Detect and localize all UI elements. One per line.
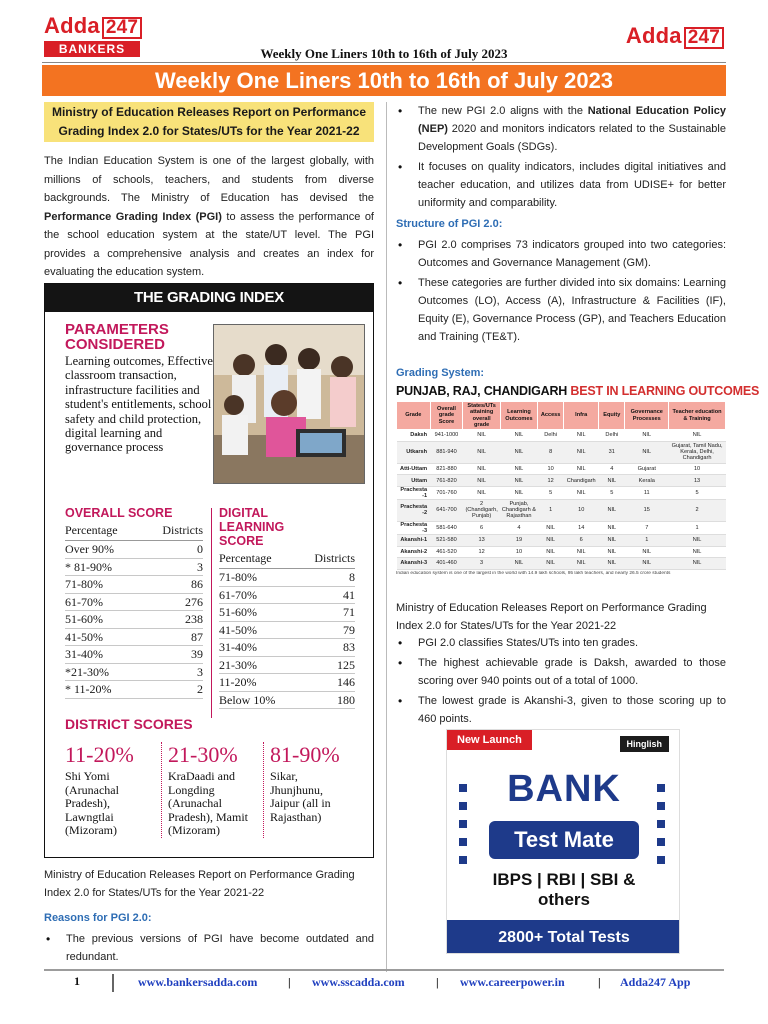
header-title: Weekly One Liners 10th to 16th of July 2023 xyxy=(260,46,508,61)
score-percentage: 11-20% xyxy=(219,675,257,689)
overall-score-header: Percentage Districts xyxy=(65,520,203,541)
table-cell: 10 xyxy=(564,499,599,521)
table-cell: 10 xyxy=(669,463,726,475)
adda247-logo xyxy=(626,24,724,49)
table-cell: 1 xyxy=(538,499,564,521)
table-cell: Punjab, Chandigarh & Rajasthan xyxy=(501,501,537,520)
table-cell: 31 xyxy=(599,441,625,463)
table-cell: NIL xyxy=(669,534,726,546)
table-cell: 881-940 xyxy=(430,441,463,463)
table-cell: 10 xyxy=(538,463,564,475)
district-names: KraDaadi and Longding (Arunachal Pradesh), Mamit (Mizoram) xyxy=(168,769,248,838)
table-cell: 4 xyxy=(599,463,625,475)
district-scores xyxy=(65,742,365,838)
district-column xyxy=(161,742,263,838)
table-cell: 12 xyxy=(463,546,501,558)
score-percentage: Over 90% xyxy=(65,542,114,556)
district-names: Sikar, Jhunjhunu, Jaipur (all in Rajasthan) xyxy=(270,769,331,824)
score-row xyxy=(219,587,355,605)
table-row xyxy=(397,463,726,475)
reasons-heading: Reasons for PGI 2.0: xyxy=(44,912,152,924)
table-cell: NIL xyxy=(463,486,501,499)
table-cell: NIL xyxy=(564,441,599,463)
table-cell: 821-880 xyxy=(430,463,463,475)
parameters-text: Learning outcomes, Effective classroom transaction, infrastructure facilities and student's entitlements, school safety and child protection, digital learning and governance process xyxy=(65,354,213,455)
table-cell: NIL xyxy=(599,558,625,570)
grading-table-figure xyxy=(396,384,760,598)
new-launch-badge: New Launch xyxy=(447,730,532,750)
grade-name-cell: Prachesta -1 xyxy=(397,486,431,499)
score-districts: 79 xyxy=(343,622,355,637)
table-cell: 1 xyxy=(669,521,726,534)
reasons-list xyxy=(44,930,374,968)
score-districts: 276 xyxy=(185,594,203,609)
grade-name-cell: Prachesta -2 xyxy=(397,499,431,521)
score-percentage: 71-80% xyxy=(65,577,103,591)
grade-name-cell: Akanshi-2 xyxy=(397,546,431,558)
table-header-cell: Equity xyxy=(599,402,625,430)
district-names: Shi Yomi (Arunachal Pradesh), Lawngtlai (Mizoram) xyxy=(65,769,119,838)
table-cell: 6 xyxy=(463,521,501,534)
table-cell: 13 xyxy=(669,475,726,487)
table-cell: NIL xyxy=(669,430,726,442)
footer-divider xyxy=(44,969,724,971)
table-cell: NIL xyxy=(500,463,537,475)
footer xyxy=(44,974,728,992)
table-cell: NIL xyxy=(463,441,501,463)
nep-bullets xyxy=(396,102,726,214)
page-number: 1 xyxy=(74,974,80,988)
table-cell: 6 xyxy=(564,534,599,546)
score-districts: 41 xyxy=(343,587,355,602)
table-cell: 8 xyxy=(538,441,564,463)
score-districts: 238 xyxy=(185,612,203,626)
score-percentage: 51-60% xyxy=(219,605,257,619)
link-bankersadda[interactable]: www.bankersadda.com xyxy=(138,975,258,989)
table-cell: 641-700 xyxy=(430,499,463,521)
score-percentage: 31-40% xyxy=(65,647,103,661)
district-range: 11-20% xyxy=(65,742,134,767)
table-cell: NIL xyxy=(625,430,669,442)
digital-score-title: DIGITAL LEARNING SCORE xyxy=(219,506,285,548)
score-row xyxy=(65,664,203,682)
table-row xyxy=(397,486,726,499)
table-cell: 11 xyxy=(625,486,669,499)
table-cell: NIL xyxy=(599,475,625,487)
score-row xyxy=(65,559,203,577)
table-cell: 2 xyxy=(669,499,726,521)
table-cell: NIL xyxy=(538,534,564,546)
language-badge: Hinglish xyxy=(620,736,670,752)
table-cell: NIL xyxy=(463,430,501,442)
score-districts: 39 xyxy=(191,647,203,661)
left-column xyxy=(44,102,374,282)
district-range: 81-90% xyxy=(270,742,340,767)
score-districts: 83 xyxy=(343,640,355,654)
overall-score-section xyxy=(65,506,203,699)
structure-heading: Structure of PGI 2.0: xyxy=(396,218,503,230)
bullet-item: • The new PGI 2.0 aligns with the National Education Policy (NEP) 2020 and monitors indicators related to the Sustainable Development Goals (SDGs). xyxy=(396,102,726,156)
table-cell: NIL xyxy=(625,558,669,570)
grade-name-cell: Daksh xyxy=(397,430,431,442)
footer-bar xyxy=(112,974,114,992)
table-cell: 12 xyxy=(538,475,564,487)
infographic-title: THE GRADING INDEX xyxy=(45,284,373,312)
table-header-cell: Overall grade Score xyxy=(430,402,463,430)
link-sscadda[interactable]: www.sscadda.com xyxy=(312,975,405,989)
score-districts: 180 xyxy=(337,692,355,707)
logo-word: Adda xyxy=(44,13,100,38)
grading-table-footnote: Indian education system is one of the largest in the world with 14.9 lakh schools, 95 lakh teachers, and nearly 26.5 crore students xyxy=(396,570,671,576)
students-photo xyxy=(213,324,365,484)
table-cell: 581-640 xyxy=(430,521,463,534)
grade-name-cell: Uttam xyxy=(397,475,431,487)
logo-number: 247 xyxy=(684,27,724,49)
table-cell: NIL xyxy=(500,430,537,442)
score-districts: 86 xyxy=(191,577,203,591)
table-cell: NIL xyxy=(500,441,537,463)
table-cell: Gujarat xyxy=(625,463,669,475)
table-cell: Delhi xyxy=(599,430,625,442)
score-row xyxy=(65,629,203,647)
infographic-caption: Ministry of Education Releases Report on Performance Grading Index 2.0 for States/UTs for the Year 2021-22 xyxy=(44,869,355,899)
table-cell: NIL xyxy=(500,558,537,570)
table-cell: 941-1000 xyxy=(430,430,463,442)
score-districts: 87 xyxy=(191,629,203,644)
table-cell: NIL xyxy=(538,521,564,534)
grading-table xyxy=(396,401,726,570)
grades-list xyxy=(396,634,726,730)
bullet-item: • The lowest grade is Akanshi-3, given to those scoring up to 460 points. xyxy=(396,692,726,728)
score-districts: 71 xyxy=(343,605,355,619)
score-row xyxy=(219,674,355,692)
table-cell: 521-580 xyxy=(430,534,463,546)
score-row xyxy=(65,576,203,594)
table-header-cell: Governance Processes xyxy=(625,402,669,430)
bullet-item: • PGI 2.0 comprises 73 indicators grouped into two categories: Outcomes and Governance Management (GM). xyxy=(396,236,726,272)
score-row xyxy=(219,639,355,657)
table-cell: 5 xyxy=(669,486,726,499)
score-districts: 0 xyxy=(197,542,203,556)
footer-separator: | xyxy=(288,975,291,989)
table-cell: NIL xyxy=(564,486,599,499)
table-cell: 4 xyxy=(500,521,537,534)
logo-word: Adda xyxy=(625,23,682,48)
table-cell: 701-760 xyxy=(430,486,463,499)
structure-list xyxy=(396,236,726,348)
table-cell: 461-520 xyxy=(430,546,463,558)
score-percentage: 61-70% xyxy=(219,587,257,602)
score-districts: 3 xyxy=(197,664,203,679)
score-row xyxy=(65,594,203,612)
table-header-cell: Infra xyxy=(564,402,599,430)
table-cell: NIL xyxy=(463,475,501,487)
table-cell: 19 xyxy=(500,534,537,546)
link-adda247-app[interactable]: Adda247 App xyxy=(620,975,691,989)
table-header-cell: Access xyxy=(538,402,564,430)
bullet-item: • It focuses on quality indicators, includes digital initiatives and teacher education, and utilizes data from UDISE+ for better uniformity and comparability. xyxy=(396,158,726,212)
grading-table-title: PUNJAB, RAJ, CHANDIGARH BEST IN LEARNING OUTCOMES xyxy=(396,384,760,398)
table-cell: NIL xyxy=(564,463,599,475)
table-cell: NIL xyxy=(564,430,599,442)
link-careerpower[interactable]: www.careerpower.in xyxy=(460,975,565,989)
score-row xyxy=(219,657,355,675)
table-cell: Chandigarh xyxy=(564,475,599,487)
score-row xyxy=(219,569,355,587)
overall-score-title: OVERALL SCORE xyxy=(65,506,173,520)
parameters-title: PARAMETERS CONSIDERED xyxy=(65,321,169,353)
header-divider xyxy=(42,62,726,63)
table-cell: NIL xyxy=(500,475,537,487)
score-row xyxy=(65,646,203,664)
ad-tests-count: 2800+ Total Tests xyxy=(447,920,680,954)
table-cell: NIL xyxy=(599,521,625,534)
score-row xyxy=(65,541,203,559)
grade-name-cell: Akanshi-3 xyxy=(397,558,431,570)
digital-score-header: Percentage Districts xyxy=(219,548,355,569)
table-caption: Ministry of Education Releases Report on Performance Grading Index 2.0 for States/UTs for the Year 2021-22 xyxy=(396,602,707,632)
table-cell: 2 (Chandigarh, Punjab) xyxy=(463,499,501,521)
score-percentage: 61-70% xyxy=(65,594,103,609)
score-districts: 2 xyxy=(197,682,203,696)
grading-index-infographic xyxy=(44,283,374,858)
grade-name-cell: Atti-Uttam xyxy=(397,463,431,475)
table-cell: NIL xyxy=(500,486,537,499)
footer-separator: | xyxy=(436,975,439,989)
table-cell: 5 xyxy=(599,486,625,499)
logo-bankers-tag: BANKERS xyxy=(44,41,140,57)
logo-number: 247 xyxy=(102,17,142,39)
table-cell: Kerala xyxy=(625,475,669,487)
table-row xyxy=(397,475,726,487)
score-percentage: * 81-90% xyxy=(65,559,112,574)
table-cell: NIL xyxy=(463,463,501,475)
district-range: 21-30% xyxy=(168,742,238,767)
grade-name-cell: Prachesta -3 xyxy=(397,521,431,534)
table-header-cell: Grade xyxy=(397,402,431,430)
table-cell: NIL xyxy=(625,441,669,463)
table-cell: Gujarat, Tamil Nadu, Kerala, Delhi, Chandigarh xyxy=(669,441,726,463)
table-cell: NIL xyxy=(538,558,564,570)
score-percentage: Below 10% xyxy=(219,692,276,707)
district-column xyxy=(65,742,161,838)
table-cell: NIL xyxy=(599,546,625,558)
score-row xyxy=(65,681,203,699)
table-row xyxy=(397,499,726,521)
table-cell: Delhi xyxy=(538,430,564,442)
score-row xyxy=(219,692,355,710)
intro-paragraph: The Indian Education System is one of the largest globally, with millions of schools, teachers, and students from diverse backgrounds. The Ministry of Education has devised the Performance Grading Index (PGI) to assess the performance of the school education system at the state/UT level. The PGI provides a comprehensive analysis and creates an index for evaluating the education system. xyxy=(44,155,374,278)
table-cell: NIL xyxy=(599,534,625,546)
table-header-cell: Teacher education & Training xyxy=(669,402,726,430)
grade-name-cell: Akanshi-1 xyxy=(397,534,431,546)
table-cell: 1 xyxy=(625,534,669,546)
ad-exams: IBPS | RBI | SBI & others xyxy=(492,870,636,909)
grade-name-cell: Utkarsh xyxy=(397,441,431,463)
bullet-item: • The highest achievable grade is Daksh, awarded to those scoring over 940 points out of a total of 1000. xyxy=(396,654,726,690)
table-cell: 5 xyxy=(538,486,564,499)
ad-product: Test Mate xyxy=(489,821,639,859)
district-column xyxy=(263,742,359,838)
score-divider xyxy=(211,508,212,718)
score-percentage: 31-40% xyxy=(219,640,257,654)
table-cell: 401-460 xyxy=(430,558,463,570)
table-cell: NIL xyxy=(625,546,669,558)
score-percentage: 51-60% xyxy=(65,612,103,626)
score-percentage: 21-30% xyxy=(219,657,257,672)
table-row xyxy=(397,546,726,558)
score-percentage: 71-80% xyxy=(219,570,257,584)
table-row xyxy=(397,534,726,546)
table-cell: NIL xyxy=(669,558,726,570)
table-cell: 14 xyxy=(564,521,599,534)
score-row xyxy=(219,604,355,622)
table-header-cell: Learning Outcomes xyxy=(500,402,537,430)
page-banner: Weekly One Liners 10th to 16th of July 2023 xyxy=(42,65,726,96)
score-percentage: *21-30% xyxy=(65,664,109,679)
score-districts: 146 xyxy=(337,675,355,689)
table-cell: NIL xyxy=(538,546,564,558)
score-districts: 3 xyxy=(197,559,203,574)
digital-score-section xyxy=(219,506,355,709)
score-percentage: * 11-20% xyxy=(65,682,112,696)
bullet-item: • The previous versions of PGI have become outdated and redundant. xyxy=(44,930,374,966)
table-row xyxy=(397,521,726,534)
table-cell: 15 xyxy=(625,499,669,521)
score-row xyxy=(219,622,355,640)
table-cell: NIL xyxy=(669,546,726,558)
table-header-cell: States/UTs attaining overall grade xyxy=(463,402,501,430)
table-cell: NIL xyxy=(599,499,625,521)
table-cell: 7 xyxy=(625,521,669,534)
table-cell: 3 xyxy=(463,558,501,570)
column-divider xyxy=(386,102,387,972)
score-districts: 125 xyxy=(337,657,355,672)
table-cell: 13 xyxy=(463,534,501,546)
table-cell: NIL xyxy=(564,546,599,558)
table-row xyxy=(397,430,726,442)
table-cell: 761-820 xyxy=(430,475,463,487)
bullet-item: • These categories are further divided into six domains: Learning Outcomes (LO), Access (A), Infrastructure & Facilities (IF), Equity (E), Governance Process (GP), and Teachers Education and Training (TE&T). xyxy=(396,274,726,346)
footer-separator: | xyxy=(598,975,601,989)
article-heading: Ministry of Education Releases Report on Performance Grading Index 2.0 for States/UTs for the Year 2021-22 xyxy=(44,102,374,142)
grading-heading: Grading System: xyxy=(396,367,485,379)
bank-test-mate-ad[interactable] xyxy=(446,729,680,954)
district-scores-title: DISTRICT SCORES xyxy=(65,716,193,732)
table-row xyxy=(397,441,726,463)
table-row xyxy=(397,558,726,570)
score-districts: 8 xyxy=(349,570,355,584)
table-cell: 10 xyxy=(500,546,537,558)
score-percentage: 41-50% xyxy=(219,622,257,637)
table-cell: NIL xyxy=(564,558,599,570)
ad-title: BANK xyxy=(507,768,621,810)
bullet-item: • PGI 2.0 classifies States/UTs into ten grades. xyxy=(396,634,726,652)
score-percentage: 41-50% xyxy=(65,629,103,644)
score-row xyxy=(65,611,203,629)
